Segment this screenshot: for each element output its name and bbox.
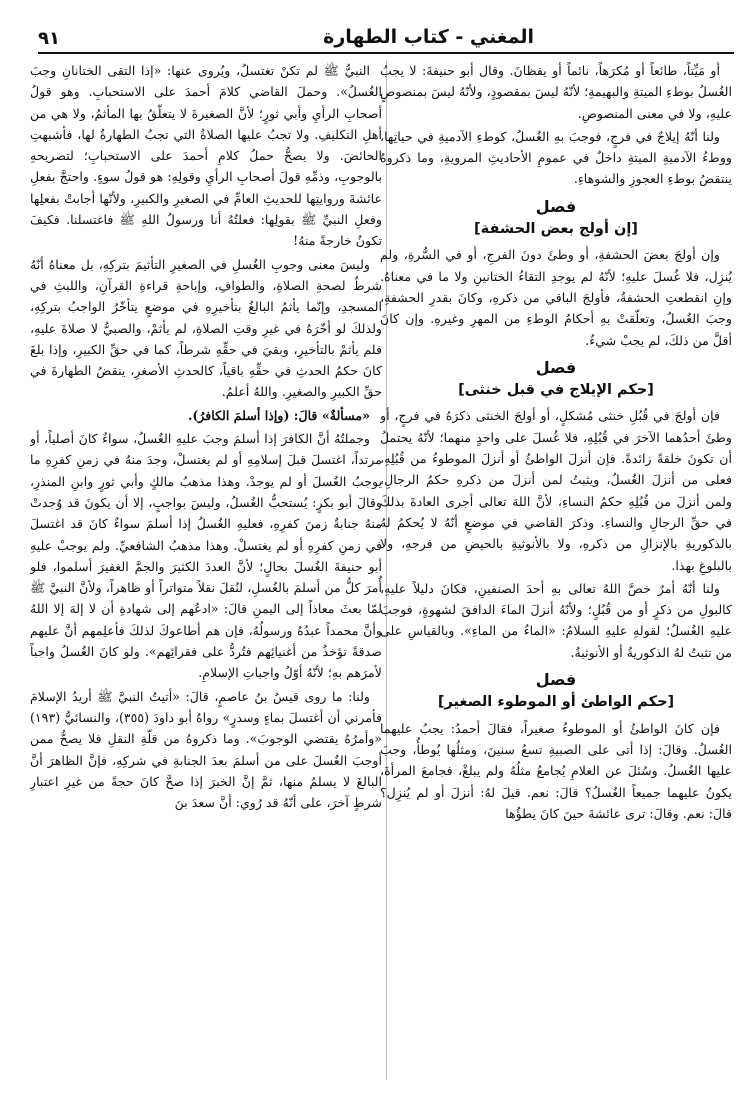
running-header [38, 26, 734, 54]
section-title: [حكم الإيلاج في قبل خنثى] [458, 382, 654, 399]
section-title: [إن أولج بعض الحشفة] [474, 221, 638, 238]
paragraph: النبيُّ ﷺ لم تكنْ تغتسلُ، ويُروى عنها: «إذا التقى الختانانِ وجبَ الغُسلُ». وحملَ القاضي كلامَ أحمدَ على الاستحبابِ. وهو قولُ أصحابِ الرأيِ وأبي ثورٍ؛ لأنَّ الصغيرةَ لا يتعلّقُ بها المأثمُ، ولا هي من أهلِ التكليفِ. ولا تجبُ عليها الصلاةُ التي تجبُ الطهارةُ لها، فأشبهتِ الحائضَ. ولا يصحُّ حملُ كلامِ أحمدَ على الاستحبابِ؛ لتصريحهِ بالوجوبِ، وذمِّهِ قولَ أصحابِ الرأيِ وقولِهِ: هو قولُ سوءٍ. واحتجَّ بفعلِ عائشةَ وروايتِها للحديثِ العامِّ في الصغيرِ والكبيرِ، ولأنّها أجابتْ بفعلِها وفعلِ النبيِّ ﷺ بقولِها: فعلتُهُ أنا ورسولُ اللهِ ﷺ فاغتسلنا. فكيفَ تكونُ خارجةً منهُ! [30, 63, 382, 249]
masala-heading: «مسألةٌ» قالَ: (وإذا أسلمَ الكافرُ). [187, 407, 370, 423]
section-label: فصل [535, 196, 577, 216]
paragraph: فإن أولجَ في قُبُلِ خنثى مُشكلٍ، أو أولجَ الخنثى ذكرَهُ في فرجٍ، أو وطئَ أحدُهما الآخرَ في قُبُلِهِ، فلا غُسلَ على واحدٍ منهما؛ لأنّهُ يحتملُ أن تكونَ خلقةً زائدةً. فإن أنزلَ الواطئُ أو أنزلَ الموطوءُ من قُبُلِهِ، فعلى من أنزلَ الغُسلُ، ويثبتُ لمن أنزلَ من ذكرهِ حكمُ الرجالِ، ولمن أنزلَ من قُبُلِهِ حكمُ النساءِ، لأنَّ اللهَ تعالى أجرى العادةَ بذلكَ في حقِّ الرجالِ والنساءِ. وذكرَ القاضي في موضعٍ أنّهُ لا يُحكمُ لهُ بالذكوريةِ بالإنزالِ من ذكرهِ، ولا بالأنوثيةِ بالحيضِ من فرجهِ، ولا بالبلوغِ بهذا. [380, 408, 732, 573]
page-number: ٩١ [38, 28, 60, 49]
right-column [380, 60, 732, 1090]
left-column [30, 60, 382, 1090]
paragraph: وجملتُهُ أنَّ الكافرَ إذا أسلمَ وجبَ عليهِ الغُسلُ، سواءٌ كانَ أصلياً، أو مرتداً، اغتسلَ قبلَ إسلامِهِ أو لم يغتسلْ، وجدَ منهُ في زمنِ كفرِهِ ما يوجبُ الغُسلَ أو لم يوجدْ. وهذا مذهبُ مالكٍ وأبي ثورٍ وابنِ المنذرِ، وقالَ أبو بكرٍ: يُستحبُّ الغُسلُ، وليسَ بواجبٍ، إلا أن يكونَ قد وُجدتْ منهُ جنابةٌ زمنَ كفرِهِ، فعليهِ الغُسلُ إذا أسلمَ سواءٌ كانَ قد اغتسلَ في زمنِ كفرِهِ أو لم يغتسلْ. وهذا مذهبُ الشافعيِّ. ولم يوجبْ عليهِ أبو حنيفةَ الغُسلَ بحالٍ؛ لأنَّ العددَ الكثيرَ والجمَّ الغفيرَ أسلموا، فلو أُمرَ كلُّ من أسلمَ بالغُسلِ، لنُقلَ نقلاً متواتراً أو ظاهراً، ولأنَّ النبيَّ ﷺ لمّا بعثَ معاذاً إلى اليمنِ قالَ: «ادعُهم إلى شهادةِ أن لا إلهَ إلا اللهُ وأنَّ محمداً عبدُهُ ورسولُهُ، فإن هم أطاعوكَ لذلكَ فأعلِمهم أنَّ عليهم صدقةً تؤخذُ من أغنيائِهم فتُردُّ على فقرائِهم». ولو كانَ الغُسلُ واجباً لأمرَهم بهِ؛ لأنّهُ أوّلُ واجباتِ الإسلامِ. [30, 431, 382, 681]
paragraph: ولنا: ما روى قيسُ بنُ عاصمٍ، قالَ: «أتيتُ النبيَّ ﷺ أريدُ الإسلامَ فأمرني أن أغتسلَ بماءٍ وسدرٍ» رواهُ أبو داودَ (٣٥٥)، والنسائيُّ (١٩٣) «وأمرُهُ يقتضي الوجوبَ». وما ذكروهُ من قلّةِ النقلِ فلا يصحُّ ممن أوجبَ الغُسلَ على من أسلمَ بعدَ الجنابةِ في شركِهِ، فإنَّ الظاهرَ أنَّ البالغَ لا يسلمُ منها، ثمَّ إنَّ الخبرَ إذا صحَّ كانَ حجةً من غيرِ اعتبارِ شرطٍ آخرَ، على أنّهُ قد رُوي: أنَّ سعدَ بنَ [30, 688, 382, 811]
paragraph: ولنا أنّهُ أمرٌ خصَّ اللهُ تعالى بهِ أحدَ الصنفينِ، فكانَ دليلاً عليهِ، كالبولِ من ذكرٍ أو من قُبُلٍ؛ ولأنّهُ أنزلَ الماءَ الدافقَ لشهوةٍ، فوجبَ عليهِ الغُسلُ؛ لقولهِ عليهِ السلامُ: «الماءُ من الماءِ». وبالقياسِ على من تثبتُ لهُ الذكوريةُ أو الأنوثيةُ. [380, 580, 732, 660]
paragraph: وليسَ معنى وجوبِ الغُسلِ في الصغيرِ التأثيمَ بتركِهِ، بل معناهُ أنّهُ شرطٌ لصحةِ الصلاةِ، والطوافِ، وإباحةِ قراءةِ القرآنِ، واللبثِ في المسجدِ، وإنّما يأثمُ البالغُ بتأخيرِهِ في موضعٍ يتأخّرُ الواجبُ بتركِهِ، ولذلكَ لو أخّرَهُ في غيرِ وقتِ الصلاةِ، لم يأثمْ، والصبيُّ لا صلاةَ عليهِ، فلم يأثمْ بالتأخيرِ، وبقيَ في حقِّهِ شرطاً، كما في حقِّ الكبيرِ، وإذا بلغَ كانَ حكمُ الحدثِ في حقِّهِ باقياً، كالحدثِ الأصغرِ، ينقضُ الطهارةَ في حقِّ الكبيرِ والصغيرِ. واللهُ أعلمُ. [30, 256, 382, 400]
paragraph: فإن كانَ الواطئُ أو الموطوءُ صغيراً، فقالَ أحمدُ: يجبُ عليهما الغُسلُ. وقالَ: إذا أتى على الصبيةِ تسعُ سنينَ، ومثلُها يُوطأُ، وجبَ عليها الغُسلُ. وسُئلَ عن الغلامِ يُجامعُ مثلُهُ ولم يبلغْ، فجامعَ المرأةَ، يكونُ عليهما جميعاً الغُسلُ؟ قالَ: نعم. قيلَ لهُ: أنزلَ أو لم يُنزِل؟ قالَ: نعم. وقالَ: ترى عائشةَ حينَ كانَ يطؤُها [380, 720, 732, 821]
section-title: [حكم الواطئ أو الموطوء الصغير] [437, 694, 675, 711]
section-label: فصل [535, 357, 577, 377]
paragraph: وإن أولجَ بعضَ الحشفةِ، أو وطئَ دونَ الفرجِ، أو في السُّرةِ، ولم يُنزِل، فلا غُسلَ عليهِ؛ لأنّهُ لم يوجدِ التقاءُ الختانينِ ولا ما في معناهُ. وإنِ انقطعتِ الحشفةُ، فأولجَ الباقي من ذكرهِ، وكانَ بقدرِ الحشفةِ، وجبَ الغُسلُ، وتعلّقتْ بهِ أحكامُ الوطءِ من المهرِ وغيرهِ. وإن كانَ أقلَّ من ذلكَ، لم يجبْ شيءٌ. [380, 247, 732, 348]
paragraph: ولنا أنّهُ إيلاجٌ في فرجٍ، فوجبَ بهِ الغُسلُ، كوطءِ الآدميةِ في حياتِها، ووطءُ الآدميةِ الميتةِ داخلٌ في عمومِ الأحاديثِ المرويةِ، وما ذكروهُ ينتقضُ بوطءِ العجوزِ والشوهاءِ. [380, 128, 732, 187]
header-title: المغني - كتاب الطهارة [323, 26, 534, 48]
paragraph: أو مَيِّتاً، طائعاً أو مُكرَهاً، نائماً أو يقظانَ. وقال أبو حنيفةَ: لا يجبُ الغُسلُ بوطءِ الميتةِ والبهيمةِ؛ لأنّهُ ليسَ بمقصودٍ، ولأنّهُ ليسَ بمنصوصٍ عليهِ، ولا في معنى المنصوصِ. [380, 63, 732, 121]
section-label: فصل [535, 670, 577, 690]
